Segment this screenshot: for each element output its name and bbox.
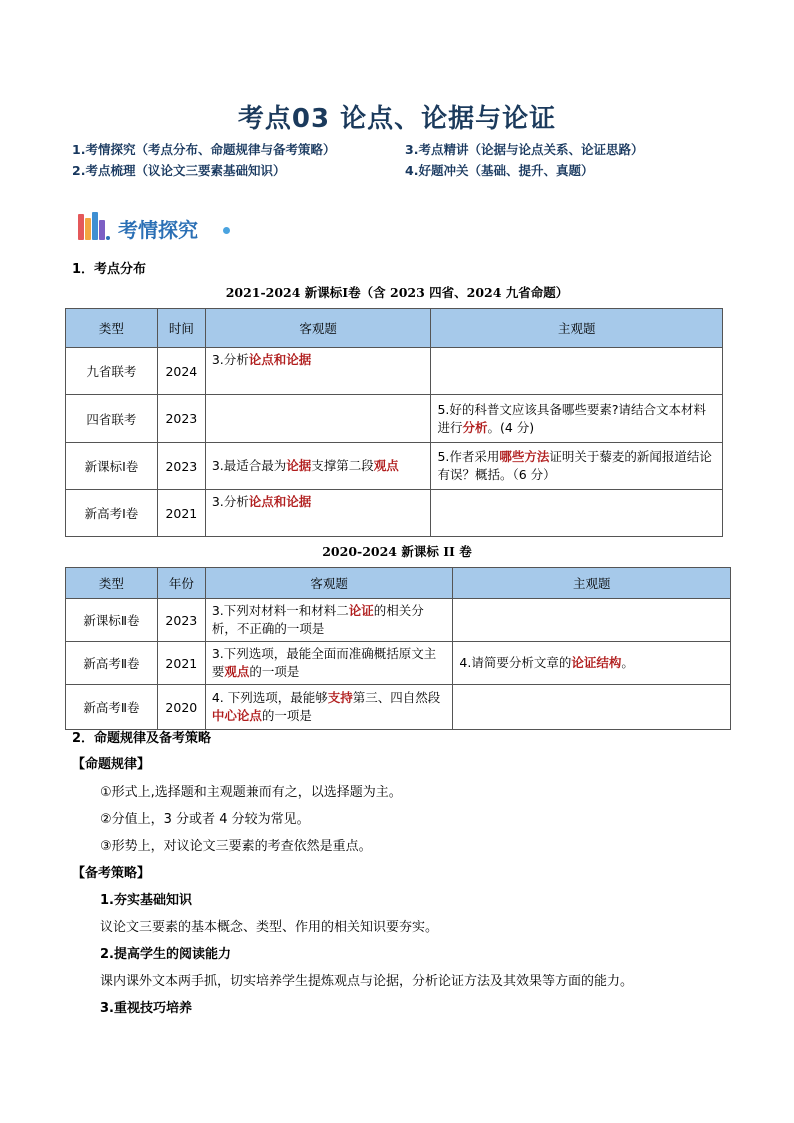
table-national-2 [65, 567, 731, 730]
toc-item-2: 2.考点梳理（议论文三要素基础知识） [72, 163, 286, 178]
strategy-title-1: 1.夯实基础知识 [100, 893, 192, 908]
strategy-title-2: 2.提高学生的阅读能力 [100, 947, 231, 962]
table-row [66, 395, 723, 443]
rules-heading: 【命题规律】 [72, 757, 151, 772]
cell-objective: 3.下列选项，最能全面而准确概括原文主要观点的一项是 [205, 642, 453, 685]
table2-caption: 2020-2024 新课标 II 卷 [322, 544, 472, 559]
cell-subjective [453, 599, 731, 642]
table-national-1 [65, 308, 723, 537]
cell-subjective [431, 490, 723, 537]
cell-type: 新高考Ⅱ卷 [66, 685, 158, 730]
cell-type: 九省联考 [66, 348, 158, 395]
cell-year: 2023 [157, 443, 205, 490]
cell-subjective: 5.作者采用哪些方法证明关于藜麦的新闻报道结论有误？概括。（6 分） [431, 443, 723, 490]
cell-year: 2021 [157, 642, 205, 685]
strategy-heading: 【备考策略】 [72, 866, 151, 881]
header-time: 时间 [157, 309, 205, 348]
table-row [66, 685, 731, 730]
header-subjective: 主观题 [431, 309, 723, 348]
rule-item-3: ③形势上，对议论文三要素的考查依然是重点。 [100, 839, 372, 854]
cell-subjective [431, 348, 723, 395]
page-title: 考点03 论点、论据与论证 [237, 104, 557, 134]
cell-objective: 3.最适合最为论据支撑第二段观点 [205, 443, 431, 490]
section-header [78, 210, 278, 244]
toc-item-3: 3.考点精讲（论据与论点关系、论证思路） [405, 142, 644, 157]
dot-icon [223, 227, 230, 234]
header-type: 类型 [66, 309, 158, 348]
toc-item-4: 4.好题冲关（基础、提升、真题） [405, 163, 594, 178]
table-row [66, 599, 731, 642]
table-row [66, 348, 723, 395]
strategy-text-1: 议论文三要素的基本概念、类型、作用的相关知识要夯实。 [100, 920, 439, 935]
section-title: 考情探究 [118, 218, 198, 242]
rule-item-1: ①形式上,选择题和主观题兼而有之，以选择题为主。 [100, 785, 402, 800]
cell-type: 四省联考 [66, 395, 158, 443]
header-subjective: 主观题 [453, 568, 731, 599]
cell-objective: 3.下列对材料一和材料二论证的相关分析，不正确的一项是 [205, 599, 453, 642]
cell-objective [205, 395, 431, 443]
strategy-title-3: 3.重视技巧培养 [100, 1001, 192, 1016]
cell-year: 2023 [157, 599, 205, 642]
header-objective: 客观题 [205, 309, 431, 348]
cell-subjective: 5.好的科普文应该具备哪些要素?请结合文本材料进行分析。(4 分) [431, 395, 723, 443]
heading-distribution: 1．考点分布 [72, 262, 147, 277]
table1-caption: 2021-2024 新课标Ⅰ卷（含 2023 四省、2024 九省命题） [225, 285, 569, 300]
cell-objective: 3.分析论点和论据 [205, 490, 431, 537]
strategy-text-2: 课内课外文本两手抓，切实培养学生提炼观点与论据，分析论证方法及其效果等方面的能力。 [100, 974, 634, 989]
cell-type: 新高考Ⅰ卷 [66, 490, 158, 537]
books-icon [78, 212, 112, 240]
cell-subjective: 4.请简要分析文章的论证结构。 [453, 642, 731, 685]
heading-rules: 2．命题规律及备考策略 [72, 731, 212, 746]
header-year: 年份 [157, 568, 205, 599]
cell-subjective [453, 685, 731, 730]
header-objective: 客观题 [205, 568, 453, 599]
cell-objective: 4. 下列选项，最能够支持第三、四自然段中心论点的一项是 [205, 685, 453, 730]
table-row [66, 490, 723, 537]
header-type: 类型 [66, 568, 158, 599]
cell-year: 2020 [157, 685, 205, 730]
cell-year: 2023 [157, 395, 205, 443]
table-row [66, 642, 731, 685]
cell-year: 2021 [157, 490, 205, 537]
toc-item-1: 1.考情探究（考点分布、命题规律与备考策略） [72, 142, 336, 157]
rule-item-2: ②分值上，3 分或者 4 分较为常见。 [100, 812, 310, 827]
cell-type: 新课标Ⅱ卷 [66, 599, 158, 642]
cell-type: 新高考Ⅱ卷 [66, 642, 158, 685]
cell-type: 新课标Ⅰ卷 [66, 443, 158, 490]
cell-objective: 3.分析论点和论据 [205, 348, 431, 395]
table-row [66, 443, 723, 490]
cell-year: 2024 [157, 348, 205, 395]
